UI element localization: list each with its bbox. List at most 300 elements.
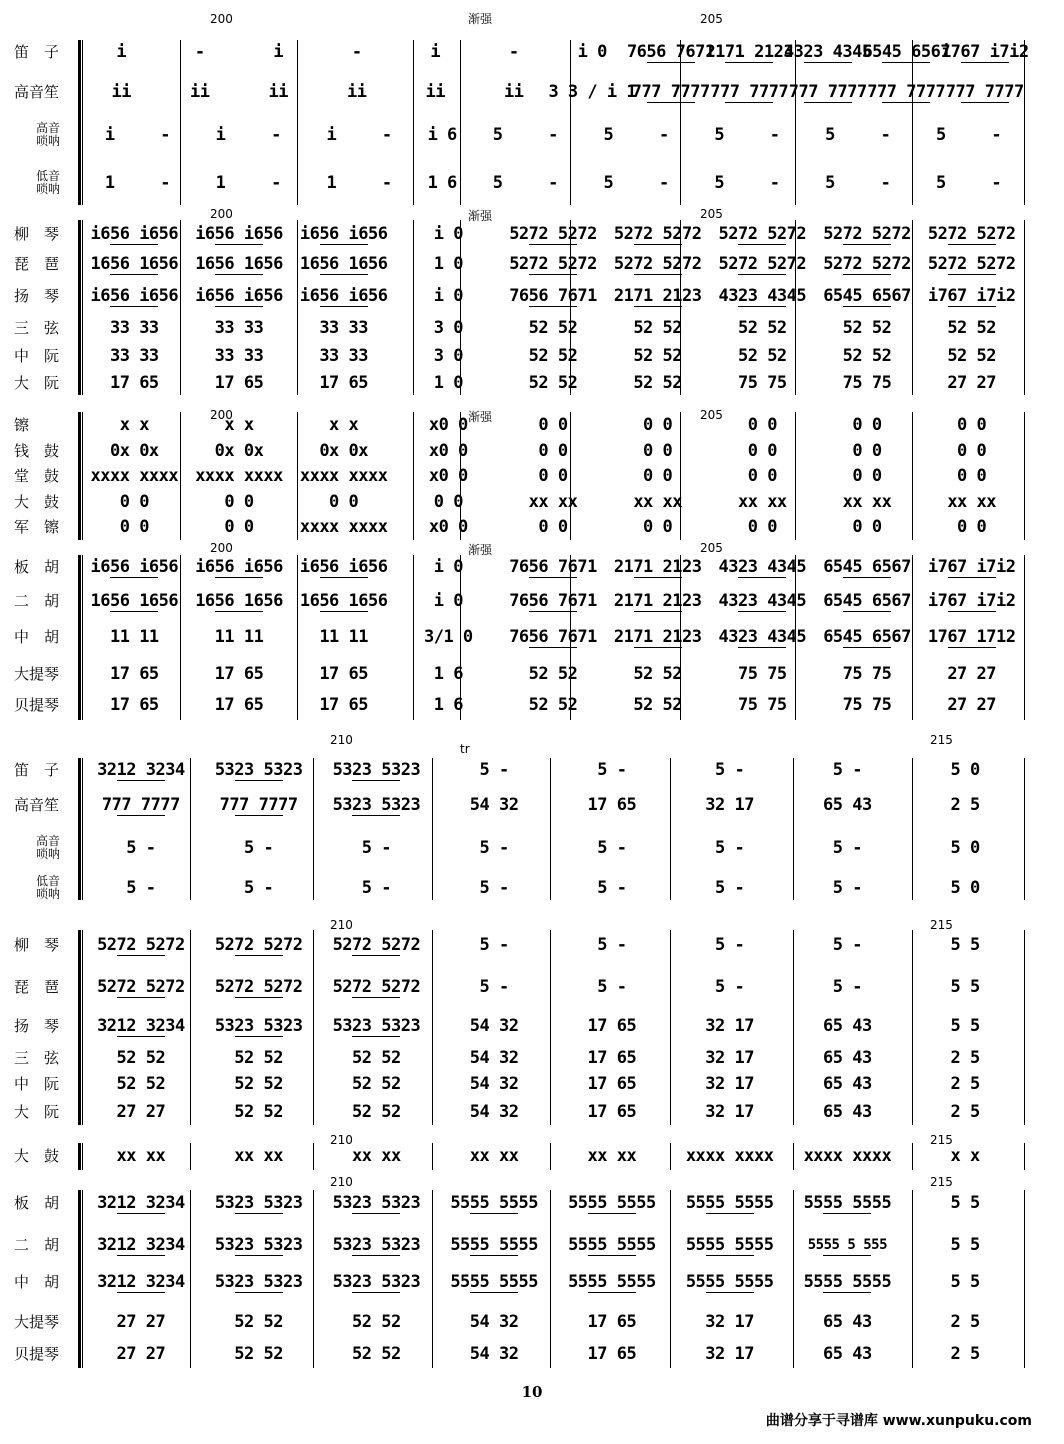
note-group: 5 - bbox=[597, 760, 627, 780]
barline bbox=[550, 1190, 551, 1368]
note-group: 5 - bbox=[479, 760, 509, 780]
beam-line bbox=[235, 1213, 283, 1214]
beam-line bbox=[529, 274, 577, 275]
barline bbox=[413, 555, 414, 720]
note-group: 5272 5272 bbox=[214, 977, 303, 997]
note-group: 33 33 bbox=[214, 318, 264, 338]
note-group: 5 5 bbox=[950, 1235, 980, 1255]
note-group: i656 i656 bbox=[90, 224, 179, 244]
page-number: 10 bbox=[521, 1383, 543, 1401]
note-group: 5555 5 555 bbox=[807, 1237, 888, 1253]
note-group: i656 i656 bbox=[195, 557, 283, 577]
note-group: 0 0 bbox=[538, 466, 568, 486]
note-group: 32 17 bbox=[705, 1016, 754, 1036]
note-group: 5 bbox=[936, 173, 946, 193]
beam-line bbox=[738, 244, 786, 245]
note-group: 17 65 bbox=[214, 664, 264, 684]
beam-line bbox=[110, 577, 158, 578]
instrument-label: 堂 鼓 bbox=[14, 467, 60, 485]
beam-line bbox=[215, 274, 263, 275]
note-group: 0 0 bbox=[643, 415, 673, 435]
barline bbox=[670, 1190, 671, 1368]
barline bbox=[912, 555, 913, 720]
note-group: 5272 5272 bbox=[332, 935, 421, 955]
measure-number: 215 bbox=[930, 733, 953, 747]
note-group: 5 - bbox=[479, 977, 509, 997]
note-group: 1656 1656 bbox=[90, 254, 179, 274]
note-group: 1 0 bbox=[433, 254, 463, 274]
note-group: i 0 bbox=[433, 557, 463, 577]
beam-line bbox=[320, 274, 368, 275]
note-group: 5555 5555 bbox=[803, 1193, 892, 1213]
note-group: 777 7777 bbox=[219, 795, 298, 815]
barline bbox=[297, 412, 298, 540]
note-group: 1 6 bbox=[433, 695, 463, 715]
note-group: 52 52 bbox=[234, 1074, 283, 1094]
group-bracket bbox=[78, 412, 81, 540]
barline bbox=[190, 1143, 191, 1170]
note-group: i 6 bbox=[427, 125, 457, 145]
note-group: 0 0 bbox=[852, 415, 882, 435]
note-group: 5 bbox=[714, 125, 725, 145]
note-group: xxxx xxxx bbox=[299, 517, 388, 537]
note-group: xx xx bbox=[528, 492, 578, 512]
beam-line bbox=[117, 780, 165, 781]
note-group: 0 0 bbox=[957, 441, 987, 461]
barline bbox=[570, 40, 571, 205]
beam-line bbox=[235, 1255, 283, 1256]
barline bbox=[670, 930, 671, 1125]
note-group: 5323 5323 bbox=[332, 1235, 421, 1255]
note-group: 4323 4345 bbox=[718, 286, 807, 306]
beam-line bbox=[470, 1292, 518, 1293]
note-group: 32 17 bbox=[705, 795, 754, 815]
note-group: 65 43 bbox=[823, 1074, 872, 1094]
note-group: 11 11 bbox=[319, 627, 368, 647]
beam-line bbox=[110, 306, 158, 307]
barline bbox=[670, 758, 671, 900]
note-group: 5 - bbox=[126, 878, 156, 898]
note-group: ii bbox=[190, 82, 210, 102]
note-group: 5272 5272 bbox=[332, 977, 421, 997]
note-group: - bbox=[160, 125, 170, 145]
beam-line bbox=[117, 997, 165, 998]
note-group: 7656 7671 bbox=[509, 591, 597, 611]
barline bbox=[550, 930, 551, 1125]
measure-number: 210 bbox=[330, 733, 353, 747]
beam-line bbox=[634, 647, 682, 648]
beam-line bbox=[235, 1292, 283, 1293]
note-group: 5 - bbox=[832, 838, 862, 858]
note-group: 17 65 bbox=[319, 695, 368, 715]
note-group: 2171 2123 bbox=[613, 627, 702, 647]
note-group: 52 52 bbox=[528, 373, 578, 393]
note-group: 32 17 bbox=[705, 1102, 754, 1122]
note-group: 0x 0x bbox=[109, 441, 159, 461]
note-group: 1767 1712 bbox=[927, 627, 1016, 647]
note-group: 5 - bbox=[244, 838, 274, 858]
note-group: 65 43 bbox=[823, 1102, 872, 1122]
note-group: xx xx bbox=[587, 1146, 637, 1166]
barline bbox=[82, 758, 83, 900]
note-group: 0x 0x bbox=[214, 441, 264, 461]
note-group: xx xx bbox=[947, 492, 996, 512]
barline bbox=[180, 40, 181, 205]
instrument-label: 大提琴 bbox=[14, 1313, 60, 1331]
beam-line bbox=[117, 815, 165, 816]
instrument-label: 高音 唢呐 bbox=[35, 834, 60, 861]
note-group: 5 - bbox=[715, 878, 745, 898]
beam-line bbox=[823, 1213, 871, 1214]
beam-line bbox=[588, 1255, 636, 1256]
note-group: i 0 bbox=[577, 42, 607, 62]
beam-line bbox=[352, 997, 400, 998]
beam-line bbox=[725, 62, 773, 63]
note-group: 5555 5555 bbox=[685, 1235, 774, 1255]
instrument-label: 大 阮 bbox=[14, 1103, 60, 1121]
barline bbox=[1024, 1190, 1025, 1368]
note-group: 27 27 bbox=[947, 695, 996, 715]
note-group: 2 5 bbox=[950, 1102, 980, 1122]
beam-line bbox=[843, 577, 891, 578]
instrument-label: 贝提琴 bbox=[14, 1345, 60, 1363]
note-group: 0 0 bbox=[643, 441, 673, 461]
note-group: 5 5 bbox=[950, 1193, 980, 1213]
note-group: 3 3 / i 1 bbox=[548, 82, 637, 102]
instrument-label: 三 弦 bbox=[14, 319, 60, 337]
note-group: - bbox=[658, 125, 669, 145]
barline bbox=[795, 220, 796, 395]
note-group: 0 0 bbox=[119, 492, 149, 512]
note-group: 6545 6567 bbox=[823, 286, 911, 306]
note-group: 27 27 bbox=[947, 373, 996, 393]
barline bbox=[793, 758, 794, 900]
note-group: 52 52 bbox=[528, 664, 578, 684]
barline bbox=[313, 1190, 314, 1368]
beam-line bbox=[352, 955, 400, 956]
barline bbox=[313, 930, 314, 1125]
barline bbox=[1024, 555, 1025, 720]
barline bbox=[82, 40, 83, 205]
beam-line bbox=[647, 62, 695, 63]
beam-line bbox=[320, 244, 368, 245]
note-group: 5 bbox=[936, 125, 946, 145]
note-group: 5555 5555 bbox=[568, 1235, 656, 1255]
barline bbox=[180, 555, 181, 720]
note-group: 6545 6567 bbox=[823, 591, 911, 611]
barline bbox=[550, 1143, 551, 1170]
measure-number: 205 bbox=[700, 207, 723, 221]
barline bbox=[912, 1143, 913, 1170]
beam-line bbox=[706, 1213, 754, 1214]
note-group: 777 7777 bbox=[945, 82, 1024, 102]
note-group: 7656 7671 bbox=[509, 286, 597, 306]
barline bbox=[82, 1143, 83, 1170]
barline bbox=[912, 40, 913, 205]
beam-line bbox=[948, 306, 996, 307]
instrument-label: 柳 琴 bbox=[14, 936, 60, 954]
note-group: 1 bbox=[215, 173, 226, 193]
beam-line bbox=[529, 306, 577, 307]
note-group: 54 32 bbox=[469, 1074, 519, 1094]
note-group: 5272 5272 bbox=[509, 254, 597, 274]
beam-line bbox=[738, 577, 786, 578]
note-group: - bbox=[381, 173, 392, 193]
note-group: 17 65 bbox=[587, 1102, 637, 1122]
note-group: 777 7777 bbox=[788, 82, 867, 102]
note-group: 52 52 bbox=[528, 346, 578, 366]
barline bbox=[413, 40, 414, 205]
note-group: - bbox=[271, 125, 281, 145]
note-group: 2171 2123 bbox=[613, 591, 702, 611]
note-group: 65 43 bbox=[823, 795, 872, 815]
barline bbox=[680, 220, 681, 395]
instrument-label: 板 胡 bbox=[14, 558, 60, 576]
note-group: 2171 2123 bbox=[613, 557, 702, 577]
beam-line bbox=[320, 577, 368, 578]
note-group: 5323 5323 bbox=[214, 1235, 303, 1255]
note-group: 5 0 bbox=[950, 878, 980, 898]
note-group: - bbox=[194, 42, 205, 62]
note-group: xx xx bbox=[234, 1146, 283, 1166]
beam-line bbox=[804, 62, 852, 63]
note-group: 17 65 bbox=[587, 1344, 637, 1364]
beam-line bbox=[738, 647, 786, 648]
beam-line bbox=[738, 611, 786, 612]
beam-line bbox=[948, 274, 996, 275]
beam-line bbox=[634, 577, 682, 578]
note-group: 5 - bbox=[479, 935, 509, 955]
note-group: 5 bbox=[825, 173, 835, 193]
note-group: 5555 5555 bbox=[568, 1193, 656, 1213]
note-group: 65 43 bbox=[823, 1048, 872, 1068]
note-group: 6545 6567 bbox=[823, 557, 911, 577]
instrument-label: 笛 子 bbox=[14, 43, 60, 61]
note-group: 5323 5323 bbox=[332, 1016, 421, 1036]
beam-line bbox=[470, 1255, 518, 1256]
barline bbox=[297, 555, 298, 720]
note-group: 777 7777 bbox=[710, 82, 789, 102]
note-group: 5272 5272 bbox=[97, 935, 185, 955]
measure-number: 215 bbox=[930, 918, 953, 932]
note-group: - bbox=[991, 173, 1002, 193]
note-group: 52 52 bbox=[633, 373, 682, 393]
note-group: 3212 3234 bbox=[97, 1193, 185, 1213]
note-group: 1 0 bbox=[433, 373, 463, 393]
barline bbox=[180, 412, 181, 540]
note-group: 32 17 bbox=[705, 1074, 754, 1094]
note-group: 5323 5323 bbox=[214, 1272, 303, 1292]
note-group: 17 65 bbox=[109, 695, 159, 715]
note-group: 3212 3234 bbox=[97, 1016, 185, 1036]
note-group: 3212 3234 bbox=[97, 1235, 185, 1255]
note-group: 17 65 bbox=[214, 373, 264, 393]
note-group: 17 65 bbox=[587, 1048, 637, 1068]
beam-line bbox=[843, 306, 891, 307]
note-group: 0 0 bbox=[224, 492, 254, 512]
note-group: 2171 2123 bbox=[613, 286, 702, 306]
measure-number: 210 bbox=[330, 918, 353, 932]
note-group: 54 32 bbox=[469, 795, 519, 815]
note-group: i656 i656 bbox=[299, 557, 388, 577]
note-group: 52 52 bbox=[947, 318, 996, 338]
instrument-label: 琵 琶 bbox=[14, 255, 60, 273]
note-group: xxxx xxxx bbox=[195, 466, 283, 486]
note-group: - bbox=[381, 125, 392, 145]
instrument-label: 三 弦 bbox=[14, 1049, 60, 1067]
note-group: 5272 5272 bbox=[613, 224, 702, 244]
note-group: 3 0 bbox=[433, 346, 463, 366]
note-group: 52 52 bbox=[234, 1344, 283, 1364]
note-group: 0 0 bbox=[852, 517, 882, 537]
note-group: 2 5 bbox=[950, 795, 980, 815]
note-group: xx xx bbox=[352, 1146, 401, 1166]
barline bbox=[670, 1143, 671, 1170]
note-group: 5 - bbox=[715, 935, 745, 955]
note-group: 75 75 bbox=[842, 373, 892, 393]
note-group: 5555 5555 bbox=[685, 1193, 774, 1213]
note-group: 33 33 bbox=[319, 318, 368, 338]
note-group: 52 52 bbox=[633, 695, 682, 715]
measure-number: 205 bbox=[700, 541, 723, 555]
instrument-label: 高音 唢呐 bbox=[35, 121, 60, 148]
note-group: 5272 5272 bbox=[97, 977, 185, 997]
beam-line bbox=[529, 577, 577, 578]
note-group: xxxx xxxx bbox=[90, 466, 179, 486]
note-group: 52 52 bbox=[737, 346, 787, 366]
note-group: 52 52 bbox=[116, 1074, 166, 1094]
barline bbox=[793, 1143, 794, 1170]
note-group: 2 5 bbox=[950, 1312, 980, 1332]
barline bbox=[413, 220, 414, 395]
note-group: 17 65 bbox=[214, 695, 264, 715]
note-group: 777 7777 bbox=[101, 795, 180, 815]
note-group: 5 - bbox=[597, 935, 627, 955]
note-group: 32 17 bbox=[705, 1048, 754, 1068]
note-group: 27 27 bbox=[116, 1102, 166, 1122]
beam-line bbox=[110, 611, 158, 612]
note-group: 0 0 bbox=[747, 441, 777, 461]
note-group: 5 - bbox=[832, 935, 862, 955]
barline bbox=[1024, 758, 1025, 900]
note-group: i656 i656 bbox=[195, 224, 283, 244]
note-group: xx xx bbox=[737, 492, 787, 512]
note-group: ii bbox=[347, 82, 367, 102]
barline bbox=[912, 930, 913, 1125]
barline bbox=[432, 758, 433, 900]
note-group: - bbox=[271, 173, 281, 193]
note-group: 1656 1656 bbox=[195, 254, 283, 274]
note-group: 5 - bbox=[361, 878, 391, 898]
note-group: i656 i656 bbox=[90, 557, 179, 577]
note-group: 75 75 bbox=[737, 664, 787, 684]
beam-line bbox=[634, 611, 682, 612]
note-group: - bbox=[658, 173, 669, 193]
note-group: 5 - bbox=[597, 838, 627, 858]
note-group: 17 65 bbox=[587, 1312, 637, 1332]
barline bbox=[460, 40, 461, 205]
beam-line bbox=[235, 997, 283, 998]
note-group: 5 bbox=[603, 173, 614, 193]
note-group: 2 5 bbox=[950, 1074, 980, 1094]
beam-line bbox=[235, 780, 283, 781]
note-group: 52 52 bbox=[528, 318, 578, 338]
note-group: 2 5 bbox=[950, 1048, 980, 1068]
note-group: x x bbox=[119, 415, 149, 435]
beam-line bbox=[961, 102, 1009, 103]
beam-line bbox=[117, 1255, 165, 1256]
beam-line bbox=[843, 647, 891, 648]
beam-line bbox=[235, 1036, 283, 1037]
dynamic-marking: 渐强 bbox=[468, 12, 493, 26]
instrument-label: 低音 唢呐 bbox=[35, 874, 60, 901]
barline bbox=[82, 555, 83, 720]
barline bbox=[1024, 412, 1025, 540]
beam-line bbox=[117, 1213, 165, 1214]
beam-line bbox=[843, 274, 891, 275]
beam-line bbox=[117, 955, 165, 956]
footer-credit: 曲谱分享于寻谱库 www.xunpuku.com bbox=[765, 1413, 1032, 1429]
barline bbox=[793, 1190, 794, 1368]
note-group: 5 0 bbox=[950, 760, 980, 780]
note-group: 0 0 bbox=[538, 415, 568, 435]
note-group: 5555 5555 bbox=[685, 1272, 774, 1292]
barline bbox=[1024, 220, 1025, 395]
barline bbox=[793, 930, 794, 1125]
beam-line bbox=[634, 274, 682, 275]
note-group: 52 52 bbox=[947, 346, 996, 366]
beam-line bbox=[352, 780, 400, 781]
note-group: 0 0 bbox=[747, 466, 777, 486]
beam-line bbox=[235, 815, 283, 816]
note-group: xx xx bbox=[116, 1146, 166, 1166]
note-group: i767 i7i2 bbox=[927, 591, 1016, 611]
beam-line bbox=[706, 1255, 754, 1256]
barline bbox=[680, 40, 681, 205]
note-group: 27 27 bbox=[116, 1344, 166, 1364]
note-group: 17 65 bbox=[319, 664, 368, 684]
note-group: x x bbox=[329, 415, 359, 435]
note-group: xxxx xxxx bbox=[803, 1146, 892, 1166]
barline bbox=[1024, 40, 1025, 205]
note-group: 33 33 bbox=[109, 346, 159, 366]
note-group: x0 0 bbox=[428, 517, 468, 537]
note-group: xx xx bbox=[633, 492, 682, 512]
note-group: 5323 5323 bbox=[332, 1272, 421, 1292]
instrument-label: 笛 子 bbox=[14, 761, 60, 779]
note-group: 5555 5555 bbox=[450, 1272, 538, 1292]
group-bracket bbox=[78, 930, 81, 1125]
note-group: i bbox=[326, 125, 337, 145]
note-group: x x bbox=[224, 415, 254, 435]
note-group: 5323 5323 bbox=[332, 1193, 421, 1213]
note-group: 75 75 bbox=[842, 695, 892, 715]
barline bbox=[1024, 1143, 1025, 1170]
note-group: - bbox=[769, 173, 780, 193]
instrument-label: 钱 鼓 bbox=[14, 442, 60, 460]
beam-line bbox=[634, 244, 682, 245]
barline bbox=[460, 220, 461, 395]
note-group: 1656 1656 bbox=[195, 591, 283, 611]
note-group: 1 6 bbox=[433, 664, 463, 684]
note-group: 17 65 bbox=[319, 373, 368, 393]
note-group: 0 0 bbox=[643, 466, 673, 486]
note-group: 1656 1656 bbox=[90, 591, 179, 611]
note-group: xx xx bbox=[842, 492, 892, 512]
measure-number: 210 bbox=[330, 1133, 353, 1147]
group-bracket bbox=[78, 40, 81, 205]
note-group: 52 52 bbox=[842, 318, 892, 338]
